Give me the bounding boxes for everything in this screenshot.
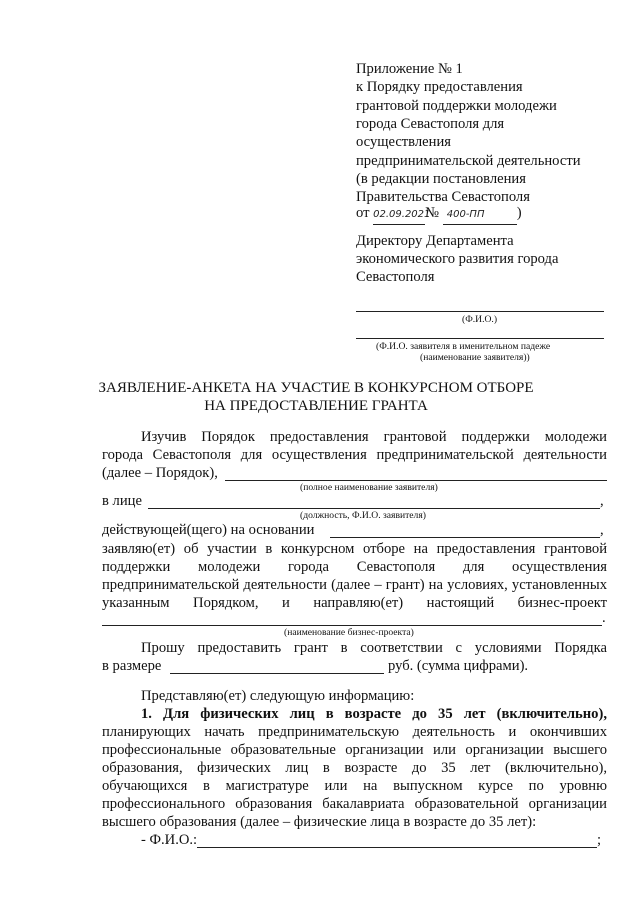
addressee-line: экономического развития города	[356, 251, 559, 267]
header-line: (в редакции постановления	[356, 171, 526, 187]
p2-line1: заявляю(ет) об участии в конкурсном отборе на предоставления грантовой	[102, 541, 607, 557]
amount-suffix: руб. (сумма цифрами).	[388, 658, 529, 674]
in-person-label: в лице	[102, 493, 142, 509]
header-line: города Севастополя для	[356, 116, 505, 132]
section1-line7: высшего образования (далее – физические лица в возрасте до 35 лет):	[102, 814, 537, 830]
business-project-caption: (наименование бизнес-проекта)	[284, 627, 414, 638]
business-project-field-line[interactable]	[102, 625, 602, 626]
semicolon: ;	[597, 832, 602, 848]
p2-line4: указанным Порядком, и направляю(ет) настоящий бизнес-проект	[102, 595, 607, 611]
header-line: грантовой поддержки молодежи	[356, 98, 557, 114]
form-title-line1: ЗАЯВЛЕНИЕ-АНКЕТА НА УЧАСТИЕ В КОНКУРСНОМ ОТБОРЕ	[98, 380, 534, 396]
section1-line4: образования, физических лиц в возрасте до 35 лет (включительно),	[102, 760, 607, 776]
section1-line6: профессионального образования бакалавриата образовательной организации	[102, 796, 607, 812]
fio-field-line[interactable]	[356, 311, 604, 312]
comma: ,	[600, 522, 604, 538]
applicant-name-caption: (наименование заявителя))	[420, 352, 530, 363]
close-paren: )	[516, 205, 522, 221]
present-info-label: Представляю(ет) следующую информацию:	[141, 688, 415, 704]
p1-line2: города Севастополя для осуществления предпринимательской деятельности	[102, 447, 607, 463]
fio-input-line[interactable]	[197, 847, 597, 848]
addressee-line: Директору Департамента	[356, 233, 514, 249]
decree-date-row	[356, 204, 522, 225]
form-title-line2: НА ПРЕДОСТАВЛЕНИЕ ГРАНТА	[204, 398, 428, 414]
section1-line2: планирующих начать предпринимательскую деятельность и окончивших	[102, 724, 607, 740]
section1-heading: 1. Для физических лиц в возрасте до 35 лет (включительно),	[141, 706, 607, 722]
number-sign: №	[425, 205, 440, 221]
amount-label: в размере	[102, 658, 162, 674]
decree-number: 400-ПП	[443, 206, 517, 225]
section1-line3: профессиональные образовательные организации или организации высшего	[102, 742, 607, 758]
basis-field-line[interactable]	[330, 537, 600, 538]
p2-line2: поддержки молодежи города Севастополя для осуществления	[102, 559, 607, 575]
position-caption: (должность, Ф.И.О. заявителя)	[300, 510, 426, 521]
fio-label: - Ф.И.О.:	[141, 832, 198, 848]
dot: .	[602, 610, 606, 626]
acting-label: действующей(щего) на основании	[102, 522, 315, 538]
decree-date: 02.09.2021	[373, 206, 425, 225]
p3-line1: Прошу предоставить грант в соответствии с условиями Порядка	[141, 640, 607, 656]
applicant-fio-field-line[interactable]	[356, 338, 604, 339]
p1-line3: (далее – Порядок),	[102, 465, 218, 481]
header-line: Правительства Севастополя	[356, 189, 530, 205]
p1-line1: Изучив Порядок предоставления грантовой поддержки молодежи	[141, 429, 607, 445]
amount-field-line[interactable]	[170, 673, 384, 674]
applicant-fio-caption: (Ф.И.О. заявителя в именительном падеже	[376, 341, 551, 352]
appendix-title: Приложение № 1	[356, 61, 463, 77]
section1-line5: обучающихся в магистратуре или на выпускном курсе по уровню	[102, 778, 607, 794]
addressee-line: Севастополя	[356, 269, 435, 285]
from-prefix: от	[356, 205, 370, 221]
position-field-line[interactable]	[148, 508, 600, 509]
full-name-field-line[interactable]	[225, 480, 607, 481]
comma: ,	[600, 493, 604, 509]
header-line: к Порядку предоставления	[356, 79, 523, 95]
full-name-caption: (полное наименование заявителя)	[300, 482, 438, 493]
fio-caption: (Ф.И.О.)	[462, 314, 498, 325]
header-line: осуществления	[356, 134, 451, 150]
p2-line3: предпринимательской деятельности (далее – грант) на условиях, установленных	[102, 577, 607, 593]
header-line: предпринимательской деятельности	[356, 153, 581, 169]
